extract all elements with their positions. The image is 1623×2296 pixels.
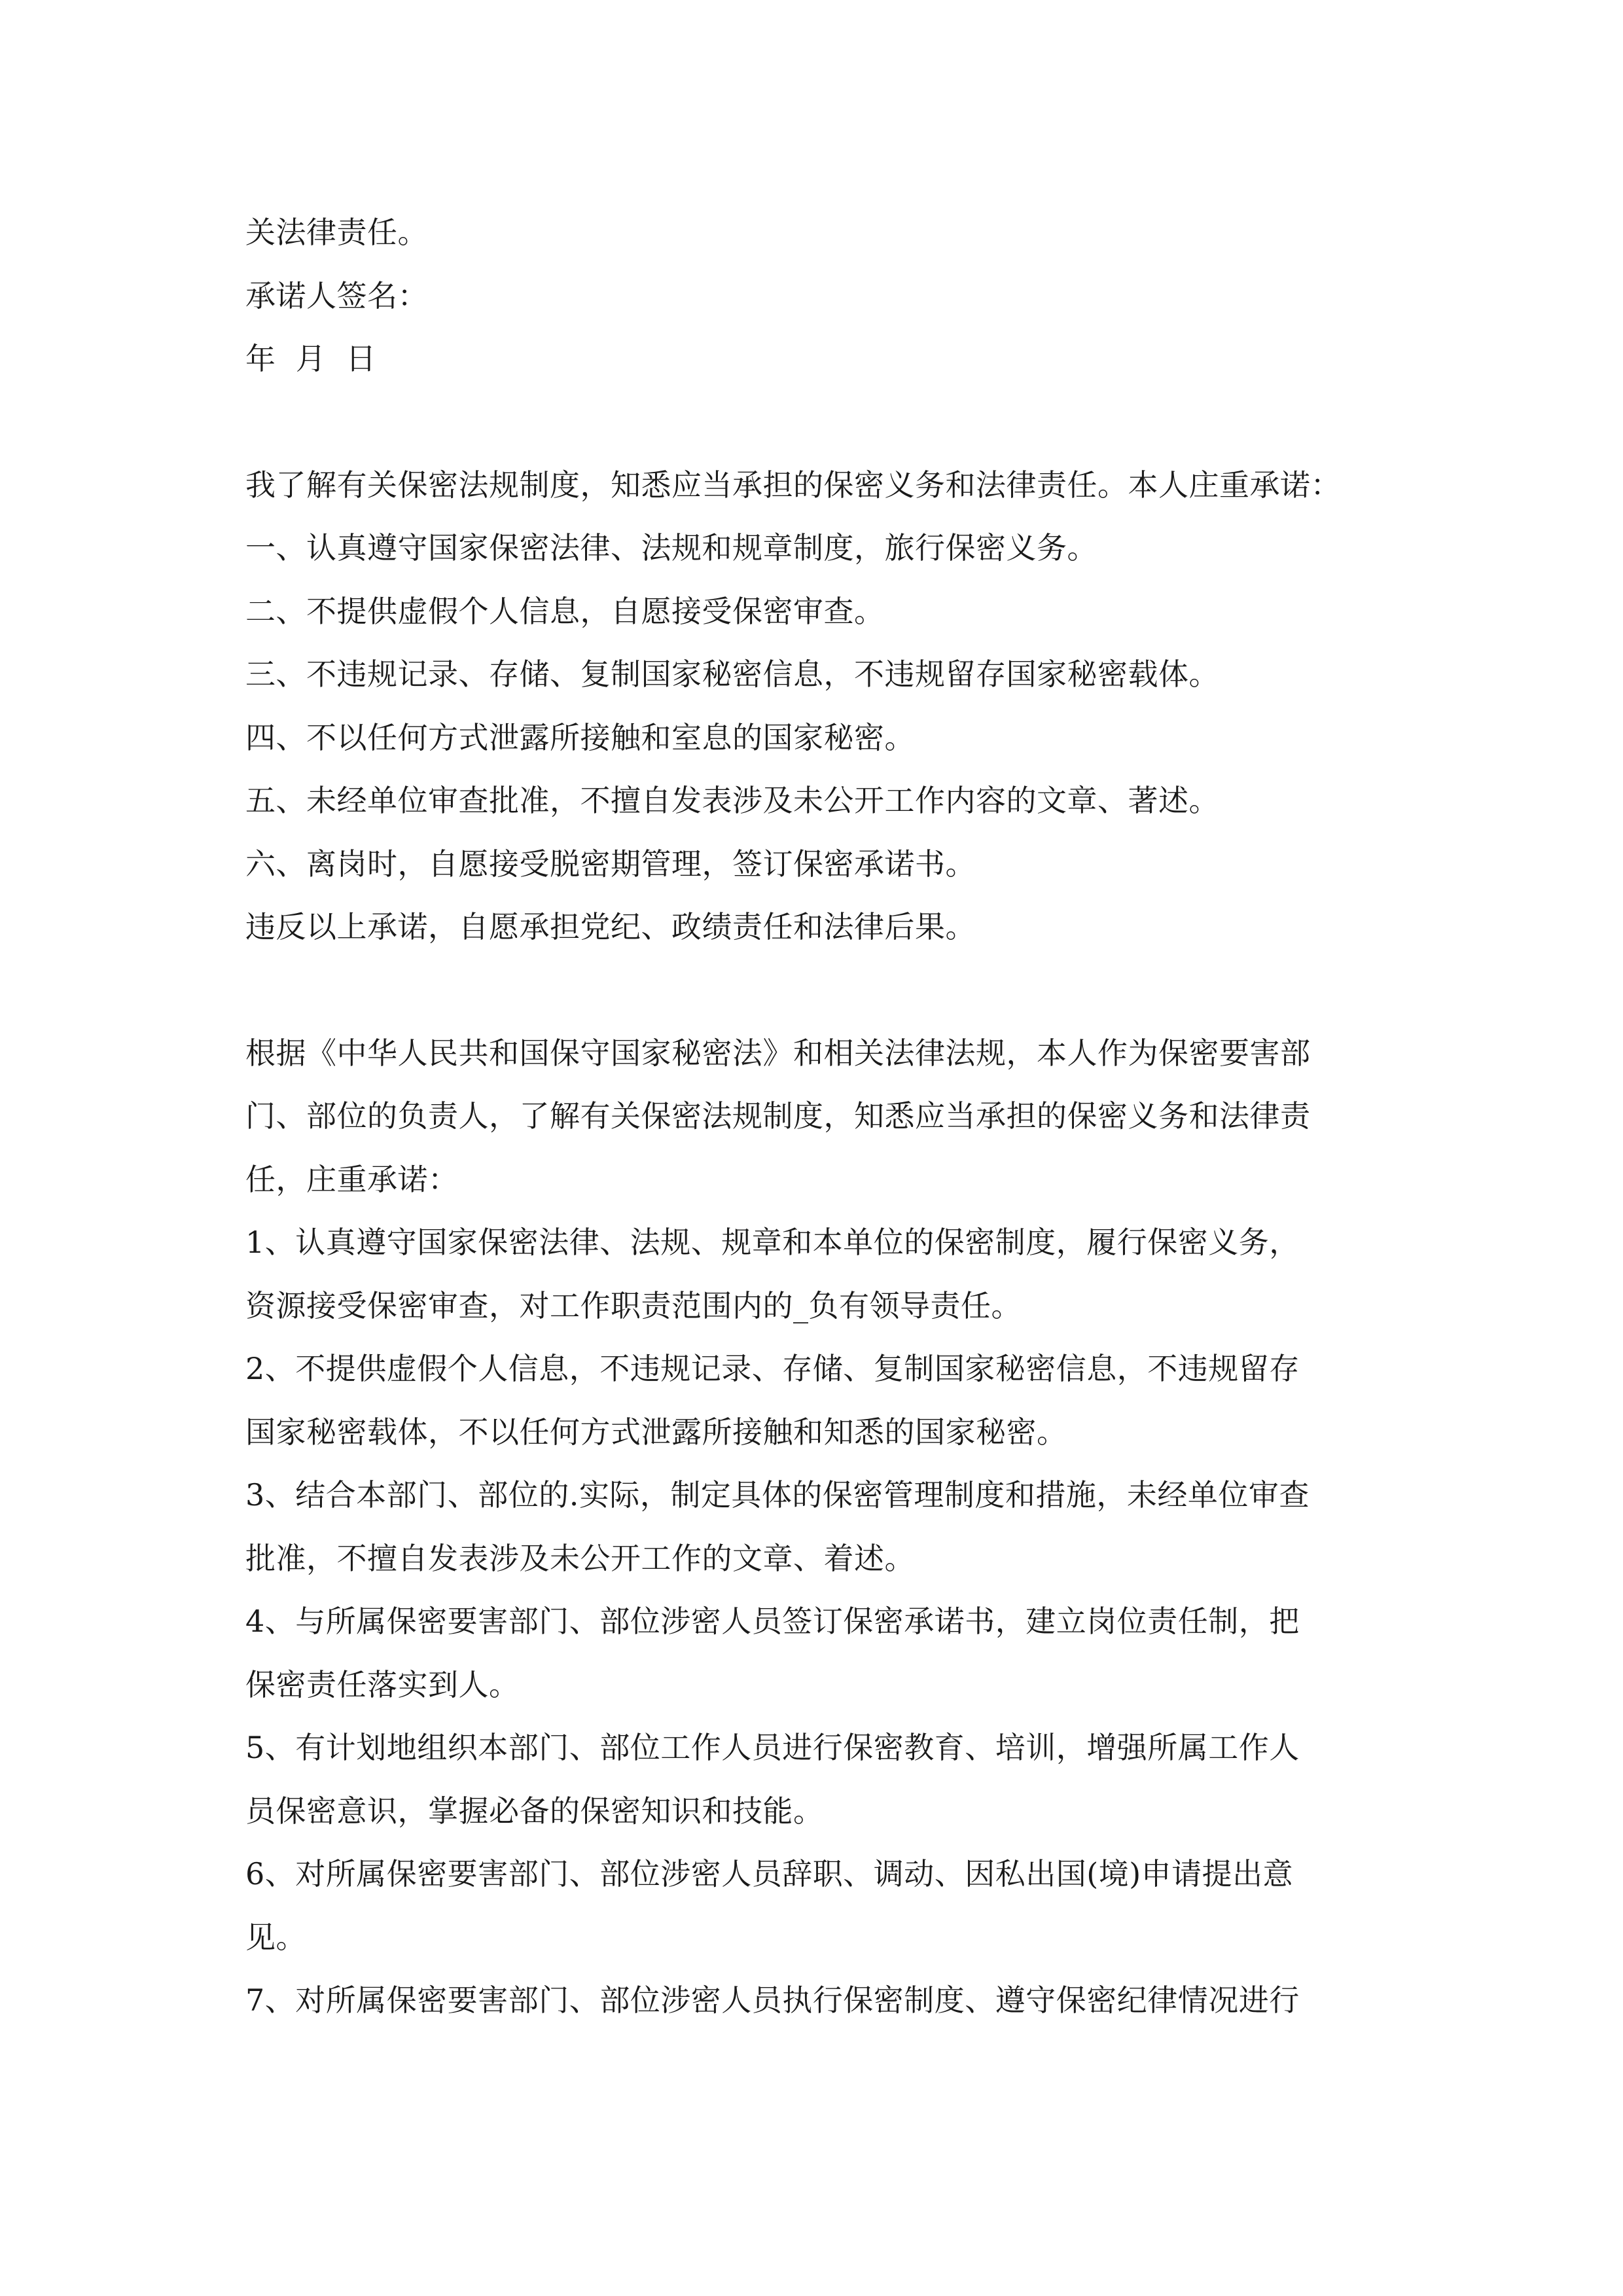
text-line: 批准，不擅自发表涉及未公开工作的文章、着述。 bbox=[245, 1540, 915, 1576]
pledge-item: 2、不提供虚假个人信息，不违规记录、存储、复制国家秘密信息，不违规留存 bbox=[245, 1351, 1300, 1386]
pledge-intro: 根据《中华人民共和国保守国家秘密法》和相关法律法规，本人作为保密要害部 bbox=[245, 1035, 1311, 1071]
pledge-item: 五、未经单位审查批准，不擅自发表涉及未公开工作内容的文章、著述。 bbox=[245, 783, 1219, 818]
pledge-item: 六、离岗时，自愿接受脱密期管理，签订保密承诺书。 bbox=[245, 846, 976, 882]
pledge-intro: 我了解有关保密法规制度，知悉应当承担的保密义务和法律责任。本人庄重承诺： bbox=[245, 467, 1341, 503]
paragraph-spacer bbox=[245, 959, 1384, 1022]
pledge-item: 6、对所属保密要害部门、部位涉密人员辞职、调动、因私出国(境)申请提出意 bbox=[245, 1856, 1294, 1892]
pledge-item: 5、有计划地组织本部门、部位工作人员进行保密教育、培训，增强所属工作人 bbox=[245, 1730, 1300, 1765]
pledge-closing: 违反以上承诺，自愿承担党纪、政绩责任和法律后果。 bbox=[245, 909, 976, 944]
text-line: 门、部位的负责人，了解有关保密法规制度，知悉应当承担的保密义务和法律责 bbox=[245, 1098, 1311, 1134]
pledge-item: 四、不以任何方式泄露所接触和室息的国家秘密。 bbox=[245, 719, 915, 755]
signature-label: 承诺人签名： bbox=[245, 278, 428, 314]
paragraph-spacer bbox=[245, 391, 1384, 454]
pledge-item: 二、不提供虚假个人信息，自愿接受保密审查。 bbox=[245, 593, 885, 629]
text-line: 保密责任落实到人。 bbox=[245, 1666, 520, 1702]
text-line: 见。 bbox=[245, 1919, 306, 1955]
pledge-item: 3、结合本部门、部位的.实际，制定具体的保密管理制度和措施，未经单位审查 bbox=[245, 1477, 1310, 1513]
date-label: 年 月 日 bbox=[245, 341, 376, 376]
text-line: 员保密意识，掌握必备的保密知识和技能。 bbox=[245, 1793, 824, 1829]
pledge-item: 1、认真遵守国家保密法律、法规、规章和本单位的保密制度，履行保密义务， bbox=[245, 1225, 1300, 1260]
text-line: 国家秘密载体，不以任何方式泄露所接触和知悉的国家秘密。 bbox=[245, 1414, 1067, 1450]
text-line: 关法律责任。 bbox=[245, 215, 428, 250]
text-line: 任，庄重承诺： bbox=[245, 1161, 459, 1197]
pledge-item: 一、认真遵守国家保密法律、法规和规章制度，旅行保密义务。 bbox=[245, 530, 1097, 565]
text-line: 资源接受保密审查，对工作职责范围内的_负有领导责任。 bbox=[245, 1287, 1022, 1323]
document-body bbox=[245, 201, 1384, 2032]
pledge-item: 三、不违规记录、存储、复制国家秘密信息，不违规留存国家秘密载体。 bbox=[245, 656, 1219, 692]
pledge-item: 4、与所属保密要害部门、部位涉密人员签订保密承诺书，建立岗位责任制，把 bbox=[245, 1604, 1300, 1639]
pledge-item: 7、对所属保密要害部门、部位涉密人员执行保密制度、遵守保密纪律情况进行 bbox=[245, 1982, 1300, 2018]
